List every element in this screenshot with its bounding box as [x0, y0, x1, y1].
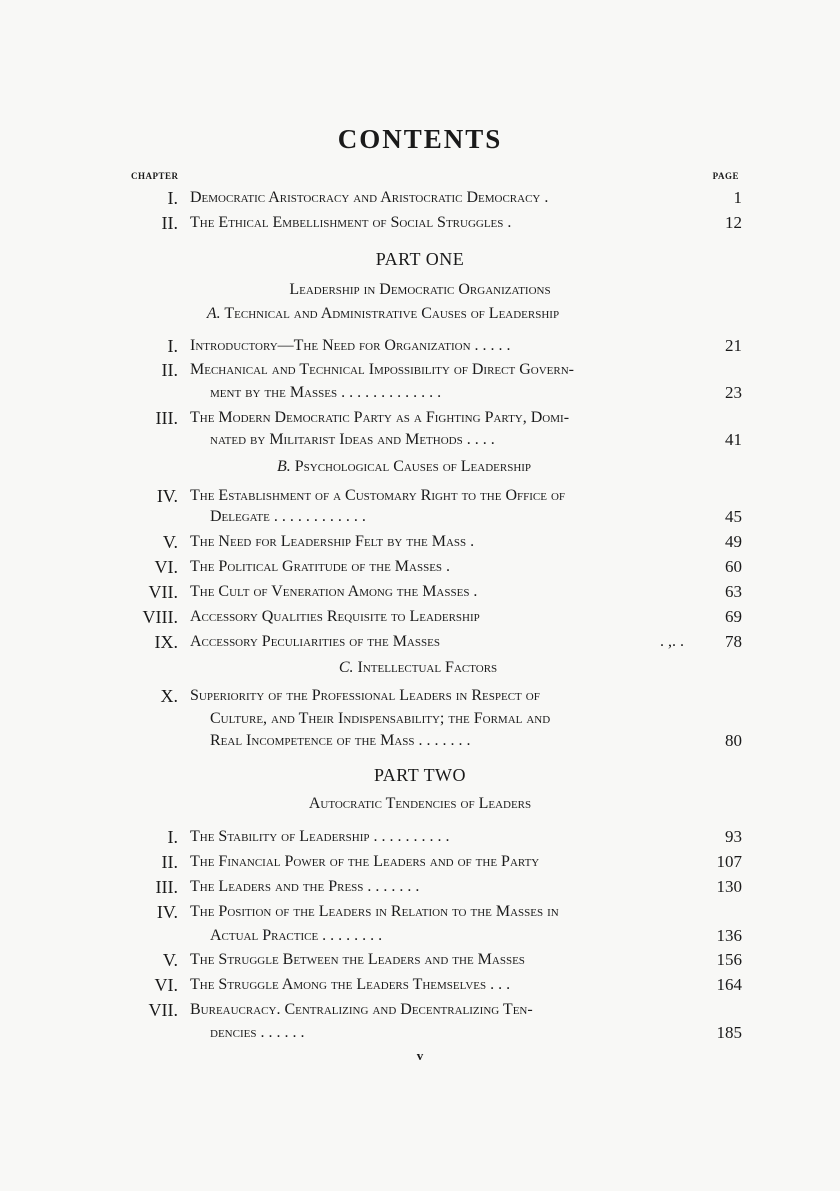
entry-title: The Political Gratitude of the Masses . [190, 558, 451, 575]
toc-entry-continued [0, 1021, 840, 1047]
page-number: 23 [725, 383, 742, 402]
entry-title: The Struggle Among the Leaders Themselves . . . [190, 976, 511, 993]
page-number: 156 [716, 950, 742, 969]
page-number: 136 [716, 926, 742, 945]
chapter-number: V. [162, 950, 178, 970]
chapter-number: I. [167, 336, 178, 356]
entry-title: Superiority of the Professional Leaders in Respect of [190, 687, 540, 704]
page-number: 63 [725, 582, 742, 601]
part-title: PART TWO [373, 765, 467, 785]
section-letter: A. [206, 305, 221, 322]
page-number: 80 [725, 731, 742, 750]
chapter-number: X. [160, 686, 178, 706]
chapter-number: IX. [154, 632, 178, 652]
section-title: Intellectual Factors [357, 659, 498, 676]
toc-entry [0, 900, 840, 926]
part-subtitle: Autocratic Tendencies of Leaders [308, 795, 532, 812]
page-column-header: PAGE [712, 171, 739, 181]
chapter-number: VII. [148, 1000, 178, 1020]
toc-entry-continued [0, 924, 840, 950]
section-heading [0, 458, 824, 476]
part-subtitle: Leadership in Democratic Organizations [289, 281, 551, 298]
page-number: 1 [733, 188, 742, 207]
toc-entry [0, 630, 840, 656]
entry-title: The Stability of Leadership . . . . . . . . . . [190, 828, 450, 845]
chapter-number: I. [167, 827, 178, 847]
toc-entry [0, 948, 840, 974]
entry-title: Accessory Qualities Requisite to Leadership [190, 608, 480, 625]
chapter-number: I. [167, 188, 178, 208]
page-number: 107 [716, 852, 742, 871]
toc-entry [0, 875, 840, 901]
entry-title-continued: Real Incompetence of the Mass . . . . . . . [210, 732, 471, 749]
stray-marks: . ,. . [660, 633, 684, 650]
page-number: 164 [716, 975, 742, 994]
page-number: 78 [725, 632, 742, 651]
entry-title-continued: dencies . . . . . . [210, 1024, 305, 1041]
chapter-number: VIII. [142, 607, 178, 627]
page-title: CONTENTS [337, 124, 503, 154]
page-number: 69 [725, 607, 742, 626]
entry-title-continued: Actual Practice . . . . . . . . [210, 927, 383, 944]
toc-entry [0, 186, 840, 212]
chapter-number: II. [161, 213, 178, 233]
section-heading [0, 305, 803, 323]
page-number: 41 [725, 430, 742, 449]
chapter-number: VII. [148, 582, 178, 602]
toc-entry [0, 580, 840, 606]
entry-title: Mechanical and Technical Impossibility of Direct Govern- [190, 361, 574, 378]
toc-entry [0, 530, 840, 556]
toc-entry-continued [0, 505, 840, 531]
page-number: 93 [725, 827, 742, 846]
toc-entry [0, 211, 840, 237]
page-number: 49 [725, 532, 742, 551]
chapter-number: VI. [154, 557, 178, 577]
entry-title-continued: Delegate . . . . . . . . . . . . [210, 508, 366, 525]
chapter-number: II. [161, 360, 178, 380]
page-number: 21 [725, 336, 742, 355]
section-title: Psychological Causes of Leadership [294, 458, 532, 475]
page-number: 60 [725, 557, 742, 576]
chapter-column-header: CHAPTER [131, 171, 179, 181]
entry-title: The Position of the Leaders in Relation to the Masses in [190, 903, 559, 920]
entry-title: The Struggle Between the Leaders and the Masses [190, 951, 525, 968]
toc-entry-continued [0, 381, 840, 407]
entry-title: The Need for Leadership Felt by the Mass . [190, 533, 475, 550]
toc-entry [0, 973, 840, 999]
entry-title: Democratic Aristocracy and Aristocratic Democracy . [190, 189, 549, 206]
section-heading [0, 659, 838, 677]
entry-title-continued: Culture, and Their Indispensability; the Formal and [210, 710, 551, 727]
toc-entry [0, 825, 840, 851]
page-number: 45 [725, 507, 742, 526]
chapter-number: III. [155, 408, 178, 428]
entry-title: The Establishment of a Customary Right to the Office of [190, 487, 566, 504]
chapter-number: IV. [156, 486, 178, 506]
toc-entry [0, 850, 840, 876]
page-number: 130 [716, 877, 742, 896]
chapter-number: III. [155, 877, 178, 897]
entry-title: Accessory Peculiarities of the Masses [190, 633, 440, 650]
entry-title: The Cult of Veneration Among the Masses . [190, 583, 478, 600]
toc-entry [0, 555, 840, 581]
chapter-number: VI. [154, 975, 178, 995]
chapter-number: IV. [156, 902, 178, 922]
section-letter: C. [338, 659, 354, 676]
entry-title: The Ethical Embellishment of Social Struggles . [190, 214, 512, 231]
entry-title: The Financial Power of the Leaders and of the Party [190, 853, 540, 870]
toc-entry [0, 334, 840, 360]
entry-title-continued: nated by Militarist Ideas and Methods . . . . [210, 431, 495, 448]
entry-title: Bureaucracy. Centralizing and Decentralizing Ten- [190, 1001, 533, 1018]
section-letter: B. [276, 458, 291, 475]
folio: v [416, 1048, 424, 1063]
chapter-number: II. [161, 852, 178, 872]
toc-entry-continued [0, 729, 840, 755]
toc-entry [0, 605, 840, 631]
page-number: 185 [716, 1023, 742, 1042]
toc-entry-continued [0, 428, 840, 454]
entry-title-continued: ment by the Masses . . . . . . . . . . . . . [210, 384, 442, 401]
entry-title: Introductory—The Need for Organization . . . . . [190, 337, 511, 354]
part-title: PART ONE [375, 249, 465, 269]
page-number: 12 [725, 213, 742, 232]
entry-title: The Modern Democratic Party as a Fighting Party, Domi- [190, 409, 570, 426]
chapter-number: V. [162, 532, 178, 552]
entry-title: The Leaders and the Press . . . . . . . [190, 878, 420, 895]
section-title: Technical and Administrative Causes of Leadership [224, 305, 560, 322]
